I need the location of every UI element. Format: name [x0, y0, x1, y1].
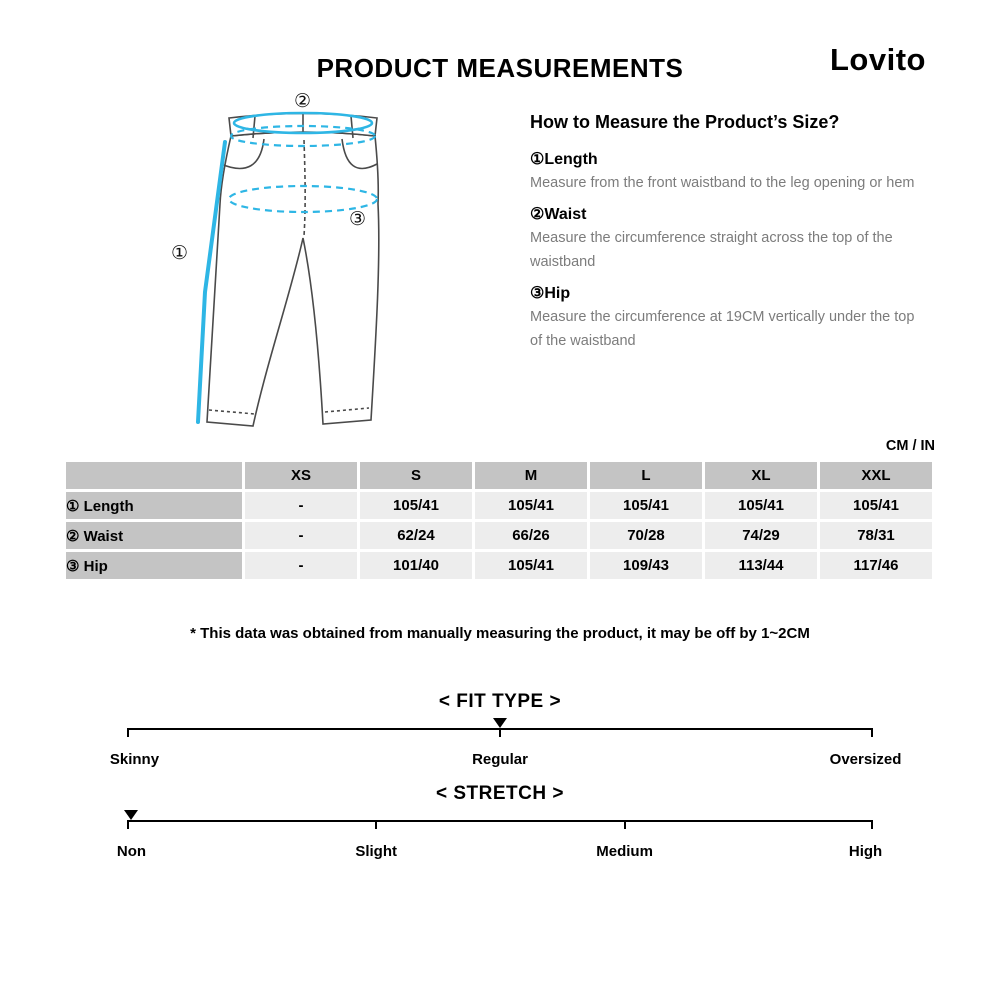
- table-cell: -: [245, 492, 357, 519]
- table-cell: 62/24: [360, 522, 472, 549]
- page-title: PRODUCT MEASUREMENTS: [316, 53, 684, 83]
- stretch-line: [127, 820, 873, 822]
- brand-logo: Lovito: [830, 42, 926, 77]
- fit-type-tick-skinny: [127, 728, 129, 737]
- table-cell: -: [245, 522, 357, 549]
- measurement-note: * This data was obtained from manually measuring the product, it may be off by 1~2CM: [190, 625, 810, 642]
- table-cell: 105/41: [360, 492, 472, 519]
- table-cell: 109/43: [590, 552, 702, 579]
- table-cell: 66/26: [475, 522, 587, 549]
- table-cell: 105/41: [590, 492, 702, 519]
- stretch-tick-slight: [375, 820, 377, 829]
- how-to-desc: Measure the circumference straight across the top of the waistband: [530, 230, 893, 270]
- stretch-scale: [116, 783, 883, 861]
- stretch-label-slight: Slight: [355, 843, 397, 860]
- table-row: [66, 522, 932, 549]
- table-cell: 117/46: [820, 552, 932, 579]
- column-header: L: [590, 462, 702, 489]
- stretch-label-medium: Medium: [596, 843, 653, 860]
- how-to-item-length: [530, 149, 926, 195]
- stretch-tick-medium: [624, 820, 626, 829]
- units-label: CM / IN: [885, 438, 935, 454]
- fit-type-track: [127, 728, 873, 738]
- column-header: XXL: [820, 462, 932, 489]
- fit-type-labels: [109, 751, 902, 769]
- how-to-heading: How to Measure the Product’s Size?: [530, 112, 840, 132]
- stretch-marker-icon: [124, 810, 138, 820]
- table-cell: 101/40: [360, 552, 472, 579]
- row-label: ③ Hip: [66, 552, 242, 579]
- table-cell: 70/28: [590, 522, 702, 549]
- fit-type-heading: < FIT TYPE >: [438, 691, 562, 712]
- stretch-labels: [116, 843, 883, 861]
- how-to-desc: Measure from the front waistband to the leg opening or hem: [530, 175, 915, 191]
- how-to-desc: Measure the circumference at 19CM vertically under the top of the waistband: [530, 309, 915, 349]
- column-header: [66, 462, 242, 489]
- stretch-tick-non: [127, 820, 129, 829]
- fit-type-tick-oversized: [871, 728, 873, 737]
- row-label: ① Length: [66, 492, 242, 519]
- column-header: S: [360, 462, 472, 489]
- how-to-measure-section: [530, 112, 926, 353]
- how-to-label: ①Length: [530, 151, 598, 168]
- table-cell: 113/44: [705, 552, 817, 579]
- fit-type-marker-icon: [493, 718, 507, 728]
- callout-waist: ②: [294, 91, 312, 112]
- row-label: ② Waist: [66, 522, 242, 549]
- size-table: [63, 459, 935, 582]
- table-cell: 105/41: [820, 492, 932, 519]
- fit-type-tick-regular: [499, 728, 501, 737]
- fit-type-label-skinny: Skinny: [109, 751, 160, 768]
- table-cell: 74/29: [705, 522, 817, 549]
- callout-length: ①: [171, 243, 189, 264]
- table-row: [66, 552, 932, 579]
- stretch-label-non: Non: [116, 843, 147, 860]
- fit-type-scale: [109, 691, 902, 769]
- table-cell: 105/41: [475, 492, 587, 519]
- table-cell: 105/41: [475, 552, 587, 579]
- table-cell: -: [245, 552, 357, 579]
- stretch-heading: < STRETCH >: [436, 783, 564, 804]
- fit-type-label-oversized: Oversized: [829, 751, 902, 768]
- table-header-row: [66, 462, 932, 489]
- column-header: M: [475, 462, 587, 489]
- stretch-label-high: High: [848, 843, 883, 860]
- how-to-label: ③Hip: [530, 285, 571, 303]
- pants-illustration-icon: [163, 92, 503, 454]
- how-to-item-hip: [530, 283, 926, 353]
- column-header: XL: [705, 462, 817, 489]
- pants-diagram: [163, 92, 503, 454]
- fit-type-label-regular: Regular: [472, 751, 528, 768]
- column-header: XS: [245, 462, 357, 489]
- how-to-item-waist: [530, 204, 926, 274]
- callout-hip: ③: [349, 209, 367, 230]
- stretch-track: [127, 820, 873, 830]
- table-cell: 105/41: [705, 492, 817, 519]
- how-to-label: ②Waist: [530, 206, 587, 224]
- table-row: [66, 492, 932, 519]
- stretch-tick-high: [871, 820, 873, 829]
- table-cell: 78/31: [820, 522, 932, 549]
